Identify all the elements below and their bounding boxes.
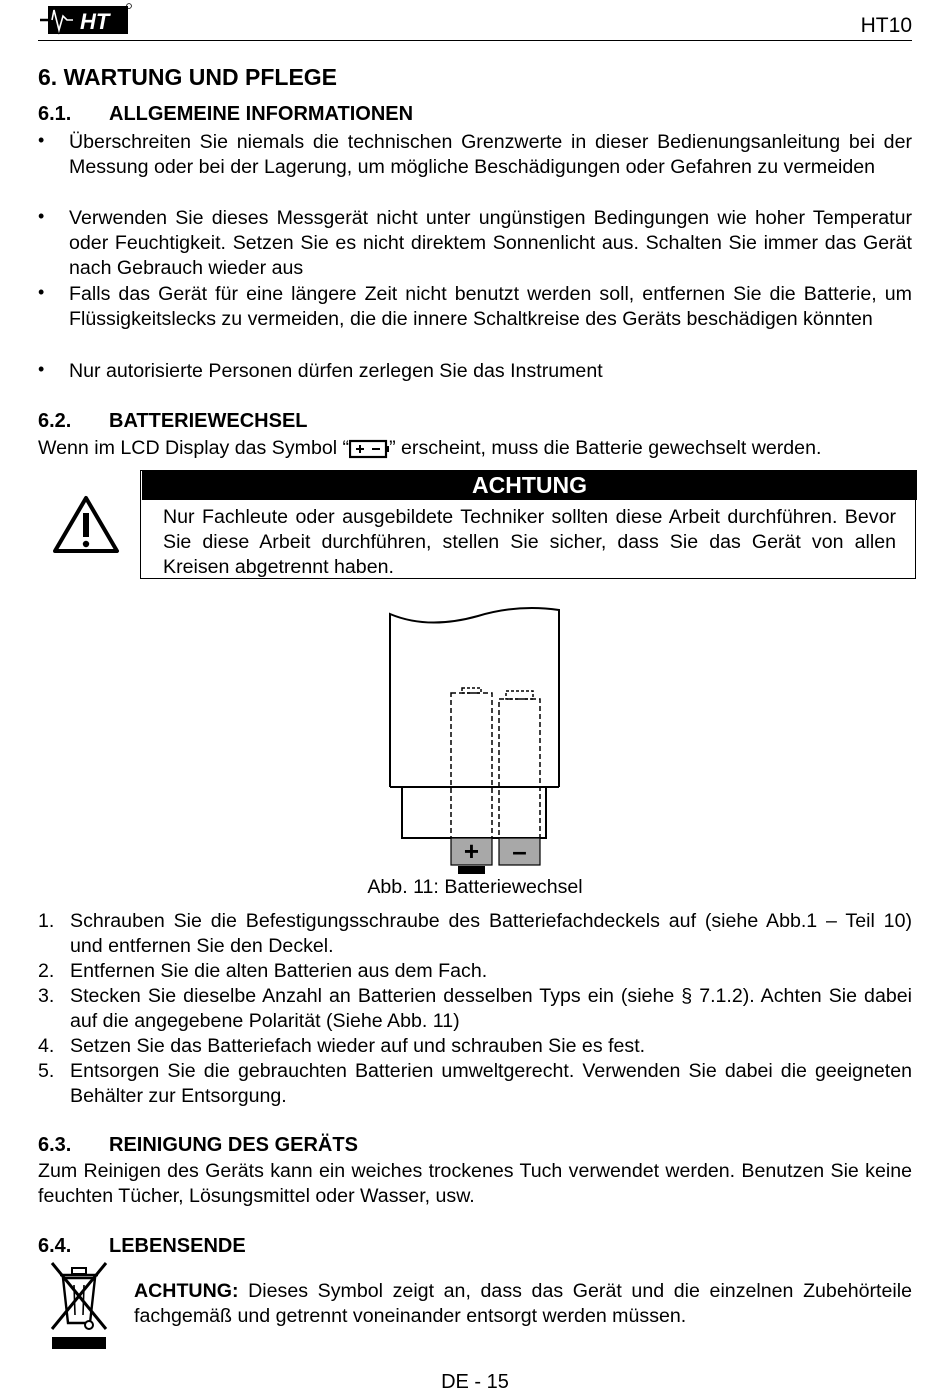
- step-text: Stecken Sie dieselbe Anzahl an Batterien desselben Typs ein (siehe § 7.1.2). Achten Sie dabei auf die angegebene Polarität (Siehe Abb. 11): [70, 985, 912, 1032]
- warning-heading: ACHTUNG: [142, 470, 917, 500]
- bullet-item: [38, 359, 912, 384]
- step-number: 1.: [38, 910, 55, 932]
- step-number: 4.: [38, 1035, 55, 1057]
- bullet-text: Nur autorisierte Personen dürfen zerlegen Sie das Instrument: [69, 360, 603, 382]
- battery-compartment-figure: [388, 602, 563, 874]
- bullet-glyph: •: [38, 359, 45, 379]
- subsection-title: BATTERIEWECHSEL: [109, 410, 308, 432]
- step-text: Entfernen Sie die alten Batterien aus dem Fach.: [70, 960, 488, 982]
- step-text: Setzen Sie das Batteriefach wieder auf und schrauben Sie es fest.: [70, 1035, 646, 1057]
- list-item: [38, 1034, 912, 1059]
- disposal-lead: ACHTUNG:: [134, 1280, 239, 1302]
- bullet-text: Falls das Gerät für eine längere Zeit nicht benutzt werden soll, entfernen Sie die Batterie, um Flüssigkeitslecks zu vermeiden, die die innere Schaltkreise des Geräts beschädigen könnten: [69, 283, 912, 330]
- step-number: 2.: [38, 960, 55, 982]
- header-rule: [38, 40, 912, 41]
- disposal-text: [134, 1279, 912, 1329]
- minus-label: –: [512, 836, 527, 866]
- warning-triangle-icon: [52, 494, 120, 554]
- bullet-text: Überschreiten Sie niemals die technischen Grenzwerte in dieser Bedienungsanleitung bei der Messung oder bei der Lagerung, um mögliche Beschädigungen oder Gefahren zu vermeiden: [69, 131, 912, 178]
- bullet-text: Verwenden Sie dieses Messgerät nicht unter ungünstigen Bedingungen wie hoher Temperatur oder Feuchtigkeit. Setzen Sie es nicht direktem Sonnenlicht aus. Schalten Sie immer das Gerät nach Gebrauch wieder aus: [69, 207, 912, 279]
- list-item: [38, 959, 912, 984]
- section-title: 6. WARTUNG UND PFLEGE: [38, 64, 338, 90]
- page-number: DE - 15: [441, 1371, 509, 1393]
- bullet-item: [38, 130, 912, 180]
- plus-label: +: [463, 836, 480, 866]
- subsection-heading-6-3: [38, 1134, 358, 1157]
- document-id: HT10: [860, 14, 912, 37]
- subsection-title: ALLGEMEINE INFORMATIONEN: [109, 103, 414, 125]
- subsection-heading-6-1: [38, 103, 413, 126]
- subsection-title: LEBENSENDE: [109, 1235, 246, 1257]
- subsection-number: 6.4.: [38, 1235, 72, 1257]
- step-text: Entsorgen Sie die gebrauchten Batterien umweltgerecht. Verwenden Sie dabei die geeigneten Behälter zur Entsorgung.: [70, 1060, 912, 1107]
- subsection-number: 6.1.: [38, 103, 72, 125]
- bullet-item: [38, 282, 912, 332]
- bullet-glyph: •: [38, 130, 45, 150]
- list-item: [38, 984, 912, 1034]
- subsection-number: 6.2.: [38, 410, 72, 432]
- battery-intro-after: ” erscheint, muss die Batterie gewechselt werden.: [389, 437, 822, 459]
- warning-text: Nur Fachleute oder ausgebildete Techniker sollten diese Arbeit durchführen. Bevor Sie diese Arbeit durchführen, stellen Sie sicher, dass Sie das Gerät von allen Kreisen abgetrennt haben.: [163, 506, 896, 578]
- battery-intro-before: Wenn im LCD Display das Symbol “: [38, 437, 350, 459]
- subsection-title: REINIGUNG DES GERÄTS: [109, 1134, 358, 1156]
- ht-logo: [40, 2, 132, 36]
- battery-low-icon: [349, 438, 389, 460]
- bullet-item: [38, 206, 912, 281]
- step-number: 3.: [38, 985, 55, 1007]
- step-text: Schrauben Sie die Befestigungsschraube des Batteriefachdeckels auf (siehe Abb.1 – Teil 10) und entfernen Sie den Deckel.: [70, 910, 912, 957]
- disposal-body: Dieses Symbol zeigt an, dass das Gerät und die einzelnen Zubehörteile fachgemäß und getrennt voneinander entsorgt werden müssen.: [134, 1280, 912, 1327]
- logo-text: HT: [80, 9, 110, 34]
- battery-outline: [451, 693, 492, 838]
- list-item: [38, 909, 912, 959]
- crossed-bin-icon: [48, 1259, 110, 1351]
- bullet-glyph: •: [38, 206, 45, 226]
- subsection-number: 6.3.: [38, 1134, 72, 1156]
- cleaning-text: Zum Reinigen des Geräts kann ein weiches trockenes Tuch verwendet werden. Benutzen Sie keine feuchten Tücher, Lösungsmittel oder Wasser, usw.: [38, 1160, 912, 1207]
- bullet-glyph: •: [38, 282, 45, 302]
- subsection-heading-6-2: [38, 410, 308, 433]
- figure-caption: Abb. 11: Batteriewechsel: [367, 876, 583, 898]
- list-item: [38, 1059, 912, 1109]
- subsection-heading-6-4: [38, 1235, 246, 1258]
- battery-intro: [38, 436, 918, 461]
- battery-outline: [499, 699, 540, 838]
- step-number: 5.: [38, 1060, 55, 1082]
